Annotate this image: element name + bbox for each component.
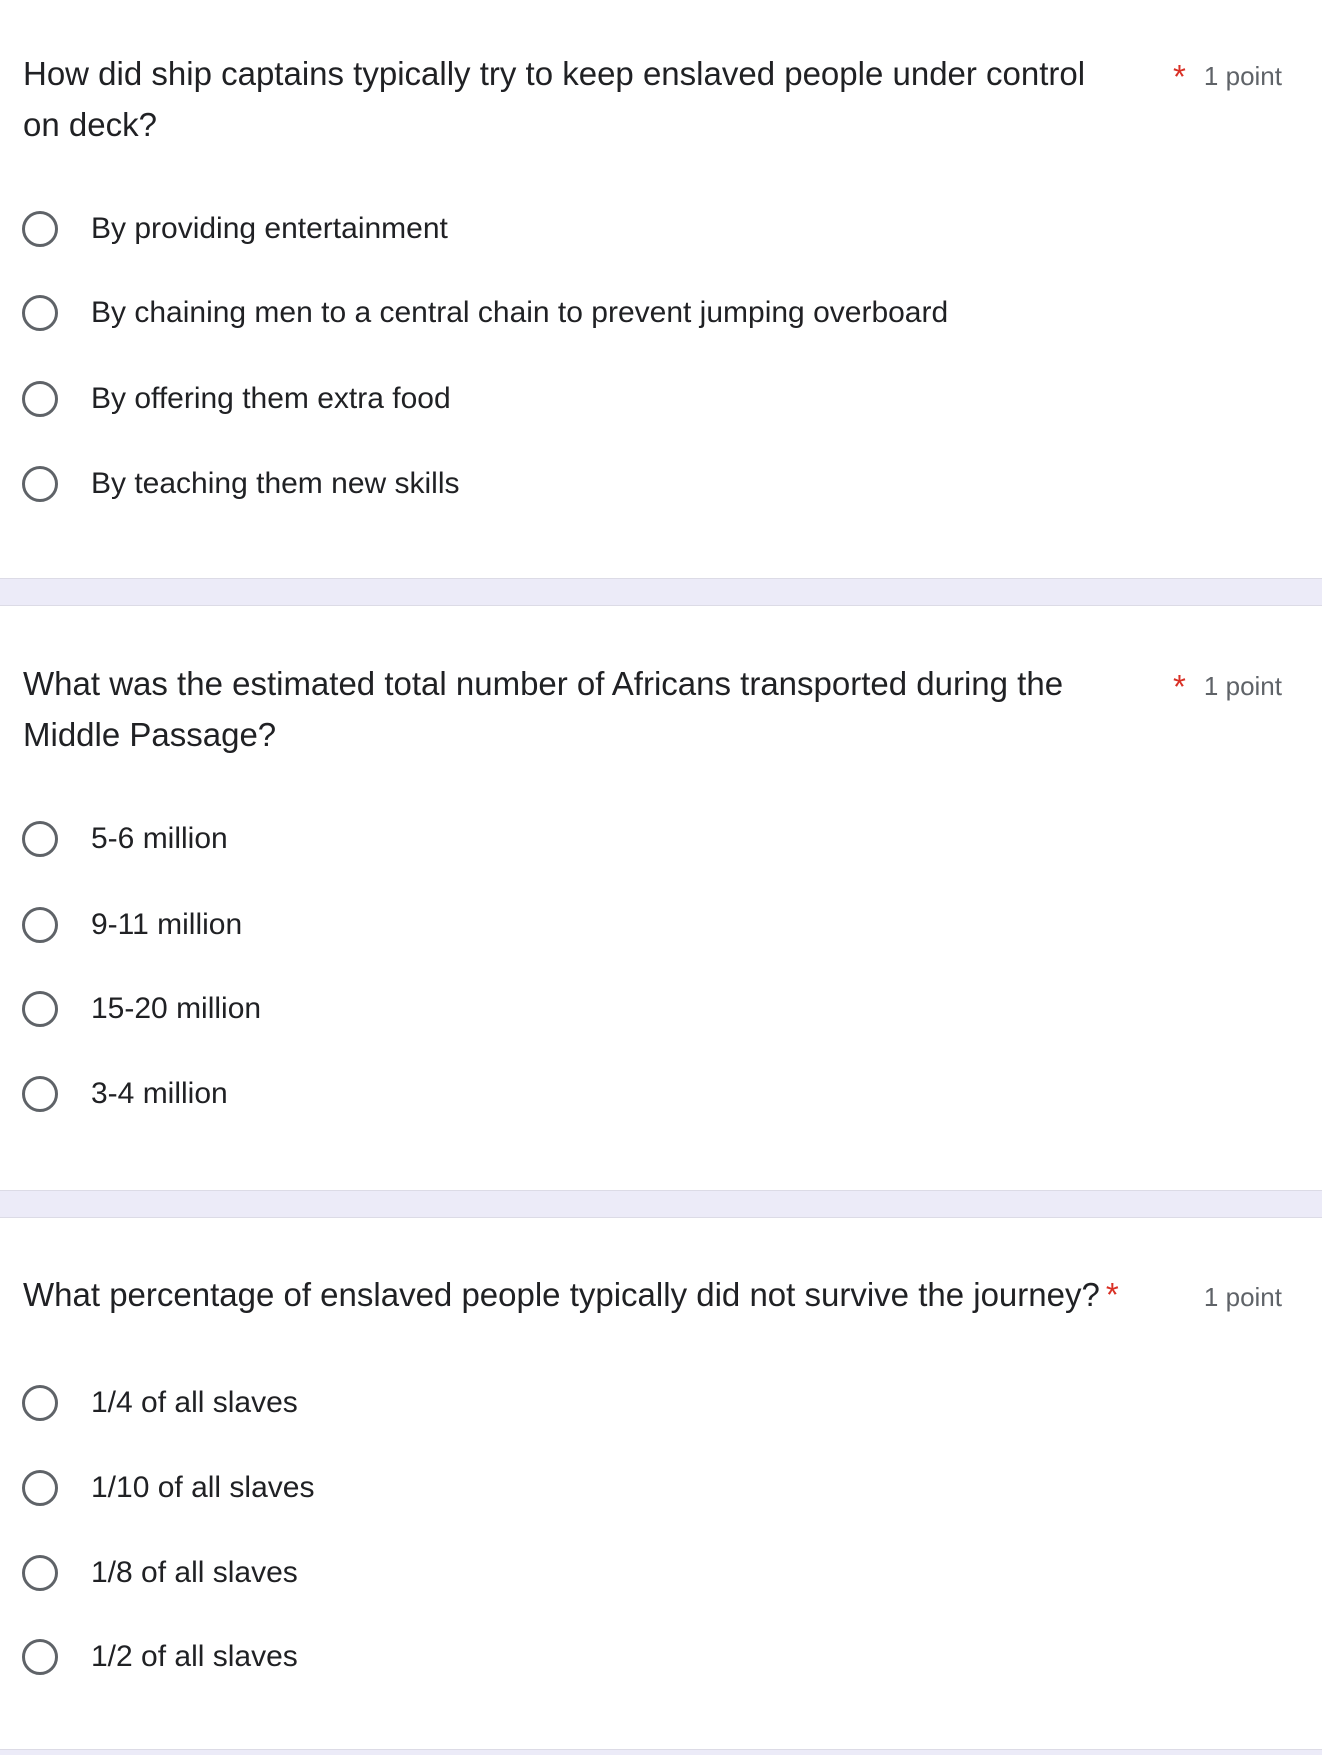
question-header: [23, 658, 1186, 768]
answer-option[interactable]: [22, 1373, 298, 1433]
answer-option[interactable]: [22, 283, 948, 343]
question-title: [23, 1269, 1143, 1320]
points-label: 1 point: [1203, 1282, 1282, 1312]
required-asterisk: *: [1173, 668, 1186, 705]
answer-option[interactable]: [22, 1627, 298, 1687]
answer-option[interactable]: [22, 1458, 314, 1518]
radio-unchecked-icon[interactable]: [22, 466, 58, 502]
radio-unchecked-icon[interactable]: [22, 991, 58, 1027]
radio-unchecked-icon[interactable]: [22, 1470, 58, 1506]
option-label: 1/10 of all slaves: [91, 1471, 315, 1504]
question-title: [23, 658, 1143, 760]
option-label: 1/2 of all slaves: [91, 1640, 298, 1673]
question-card-2: [0, 606, 1322, 1190]
answer-option[interactable]: [22, 369, 451, 429]
option-label: By providing entertainment: [91, 212, 448, 245]
radio-unchecked-icon[interactable]: [22, 907, 58, 943]
answer-option[interactable]: [22, 199, 448, 259]
answer-option[interactable]: [22, 809, 228, 869]
required-asterisk: *: [1173, 58, 1186, 95]
option-label: 9-11 million: [91, 908, 243, 941]
radio-unchecked-icon[interactable]: [22, 381, 58, 417]
answer-option[interactable]: [22, 1064, 228, 1124]
points-label: 1 point: [1203, 61, 1282, 91]
option-label: By teaching them new skills: [91, 467, 460, 500]
answer-option[interactable]: [22, 454, 460, 514]
radio-unchecked-icon[interactable]: [22, 1385, 58, 1421]
points-label: 1 point: [1203, 671, 1282, 701]
section-divider: [0, 578, 1322, 606]
question-title-line-1: How did ship captains typically try to keep enslaved people under control: [23, 55, 1086, 92]
section-divider: [0, 1190, 1322, 1218]
radio-unchecked-icon[interactable]: [22, 821, 58, 857]
question-card-1: [0, 0, 1322, 578]
radio-unchecked-icon[interactable]: [22, 295, 58, 331]
question-card-3: [0, 1218, 1322, 1755]
question-header: [23, 1269, 1143, 1379]
radio-unchecked-icon[interactable]: [22, 1639, 58, 1675]
question-title-text: What percentage of enslaved people typically did not survive the journey?: [23, 1276, 1100, 1313]
question-title-line-2: Middle Passage?: [23, 716, 277, 753]
radio-unchecked-icon[interactable]: [22, 1555, 58, 1591]
required-asterisk: *: [1105, 1276, 1119, 1313]
option-label: 15-20 million: [91, 992, 262, 1025]
radio-unchecked-icon[interactable]: [22, 1076, 58, 1112]
option-label: By offering them extra food: [91, 382, 451, 415]
answer-option[interactable]: [22, 979, 261, 1039]
option-label: 5-6 million: [91, 822, 228, 855]
question-title: [23, 48, 1143, 150]
answer-option[interactable]: [22, 895, 242, 955]
option-label: 3-4 million: [91, 1077, 228, 1110]
question-title-line-2: on deck?: [23, 106, 157, 143]
option-label: By chaining men to a central chain to prevent jumping overboard: [91, 296, 949, 329]
radio-unchecked-icon[interactable]: [22, 211, 58, 247]
question-header: [23, 48, 1186, 158]
option-label: 1/4 of all slaves: [91, 1386, 298, 1419]
answer-option[interactable]: [22, 1543, 298, 1603]
question-title-line-1: What was the estimated total number of Africans transported during the: [23, 665, 1064, 702]
option-label: 1/8 of all slaves: [91, 1556, 298, 1589]
section-divider: [0, 1749, 1322, 1755]
